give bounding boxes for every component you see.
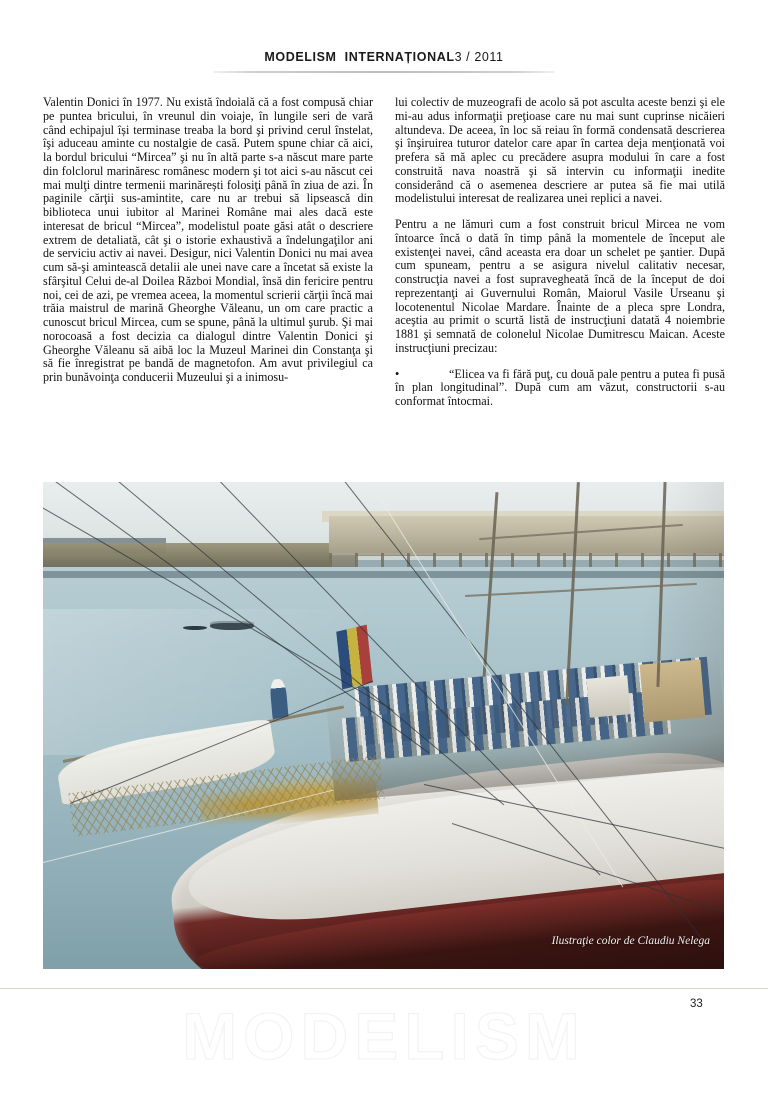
bullet-text: “Elicea va fi fără puţ, cu două pale pentru a putea fi pusă în plan longitudinal”. După cum am văzut, constructorii s-au conformat întocmai. [395,366,725,408]
magazine-title: MODELISM INTERNAȚIONAL [264,50,455,64]
article-photo [43,482,724,969]
issue-number: 3 / 2011 [454,50,504,64]
photo-caption: Ilustraţie color de Claudiu Nelega [551,935,710,947]
photo-deck-house [640,660,706,724]
footer-watermark: MODELISM [182,999,586,1073]
paragraph: Valentin Donici în 1977. Nu există îndoială că a fost compusă chiar pe puntea bricului, în vreunul din voiaje, în lungile seri de vară când echipajul își terminase treaba la bord şi privind cerul înstelat, îşi aduceau aminte cu nostalgie de casă. Putem spune chiar că aici, la bordul bricului “Mircea” şi nu în altă parte s-a născut mare parte din folclorul marinăresc românesc modern şi tot aici s-au născut cei mai mulţi dintre termenii marinărești folosiţi până în ziua de azi. În paginile cărţii sus-amintite, care nu ar trebui să lipsească din biblioteca unui iubitor al Marinei Române mai ales dacă este interesat de bricul “Mircea”, modelistul poate găsi atât o descriere extrem de detaliată, cât şi o istorie exhaustivă a îndelungaţilor ani de serviciu activ ai navei. Desigur, nici Valentin Donici nu mai avea cum să-şi amintească detalii ale unei nave care a încetat să existe la sfârşitul Celui de-al Doilea Război Mondial, însă din fericire pentru noi, cei de azi, pe vremea aceea, la momentul scrierii cărţii încă mai trăia maistrul de marină Gheorghe Văleanu, un om care practic a cunoscut bricul Mircea, cum se spune, până la ultimul şurub. Şi mai norocoasă a fost decizia ca dialogul dintre Valentin Donici şi Gheorghe Văleanu să aibă loc la Muzeul Marinei din Constanţa şi să fie înregistrat pe bandă de magnetofon. Am avut privilegiul ca prin bunăvoinţa conducerii Muzeului şi a inimosu- [43,95,373,384]
photo-rigging-mass [506,482,724,764]
page-number: 33 [690,998,703,1010]
photo-illustration [43,482,724,969]
paragraph: Pentru a ne lămuri cum a fost construit bricul Mircea ne vom întoarce încă o dată în timp până la momentele de început ale existenţei navei, când aceasta era doar un schelet pe şantier. După cum spuneam, pentru a se asigura nivelul calitativ necesar, construcţia navei a fost supravegheată încă de la început de doi reprezentanţi ai Guvernului Român, Maiorul Vasile Urseanu şi locotenentul Nicolae Mardare. Înainte de a pleca spre Londra, aceştia au primit o scurtă listă de instrucţiuni datată 4 noiembrie 1881 şi semnată de colonelul Nicolae Dumitrescu Maican. Aceste instrucţiuni precizau: [395,217,725,355]
footer-divider [0,988,768,989]
photo-small-boat [183,626,208,630]
bullet-paragraph [395,368,725,409]
bullet-marker: • [395,366,400,381]
left-column [43,96,373,409]
article-columns [43,96,725,409]
photo-shoreline [43,543,356,570]
right-column [395,96,725,409]
masthead [0,48,768,66]
photo-deck-house [586,675,630,717]
masthead-divider [213,71,555,73]
paragraph: lui colectiv de muzeografi de acolo să pot asculta aceste benzi şi ele mi-au adus informaţii preţioase care nu mai sunt cuprinse nicăieri altundeva. De aceea, în loc să reiau în formă condensată descrierea şi înşiruirea tuturor datelor care apar în cartea deja menţionată voi prefera să mă aplec cu precădere asupra modului în care a fost construită nava noastră şi să intervin cu informaţii inedite considerând că o asemenea descriere ar putea să fie mai utilă modelistului interesat de realizarea unei replici a navei. [395,95,725,206]
